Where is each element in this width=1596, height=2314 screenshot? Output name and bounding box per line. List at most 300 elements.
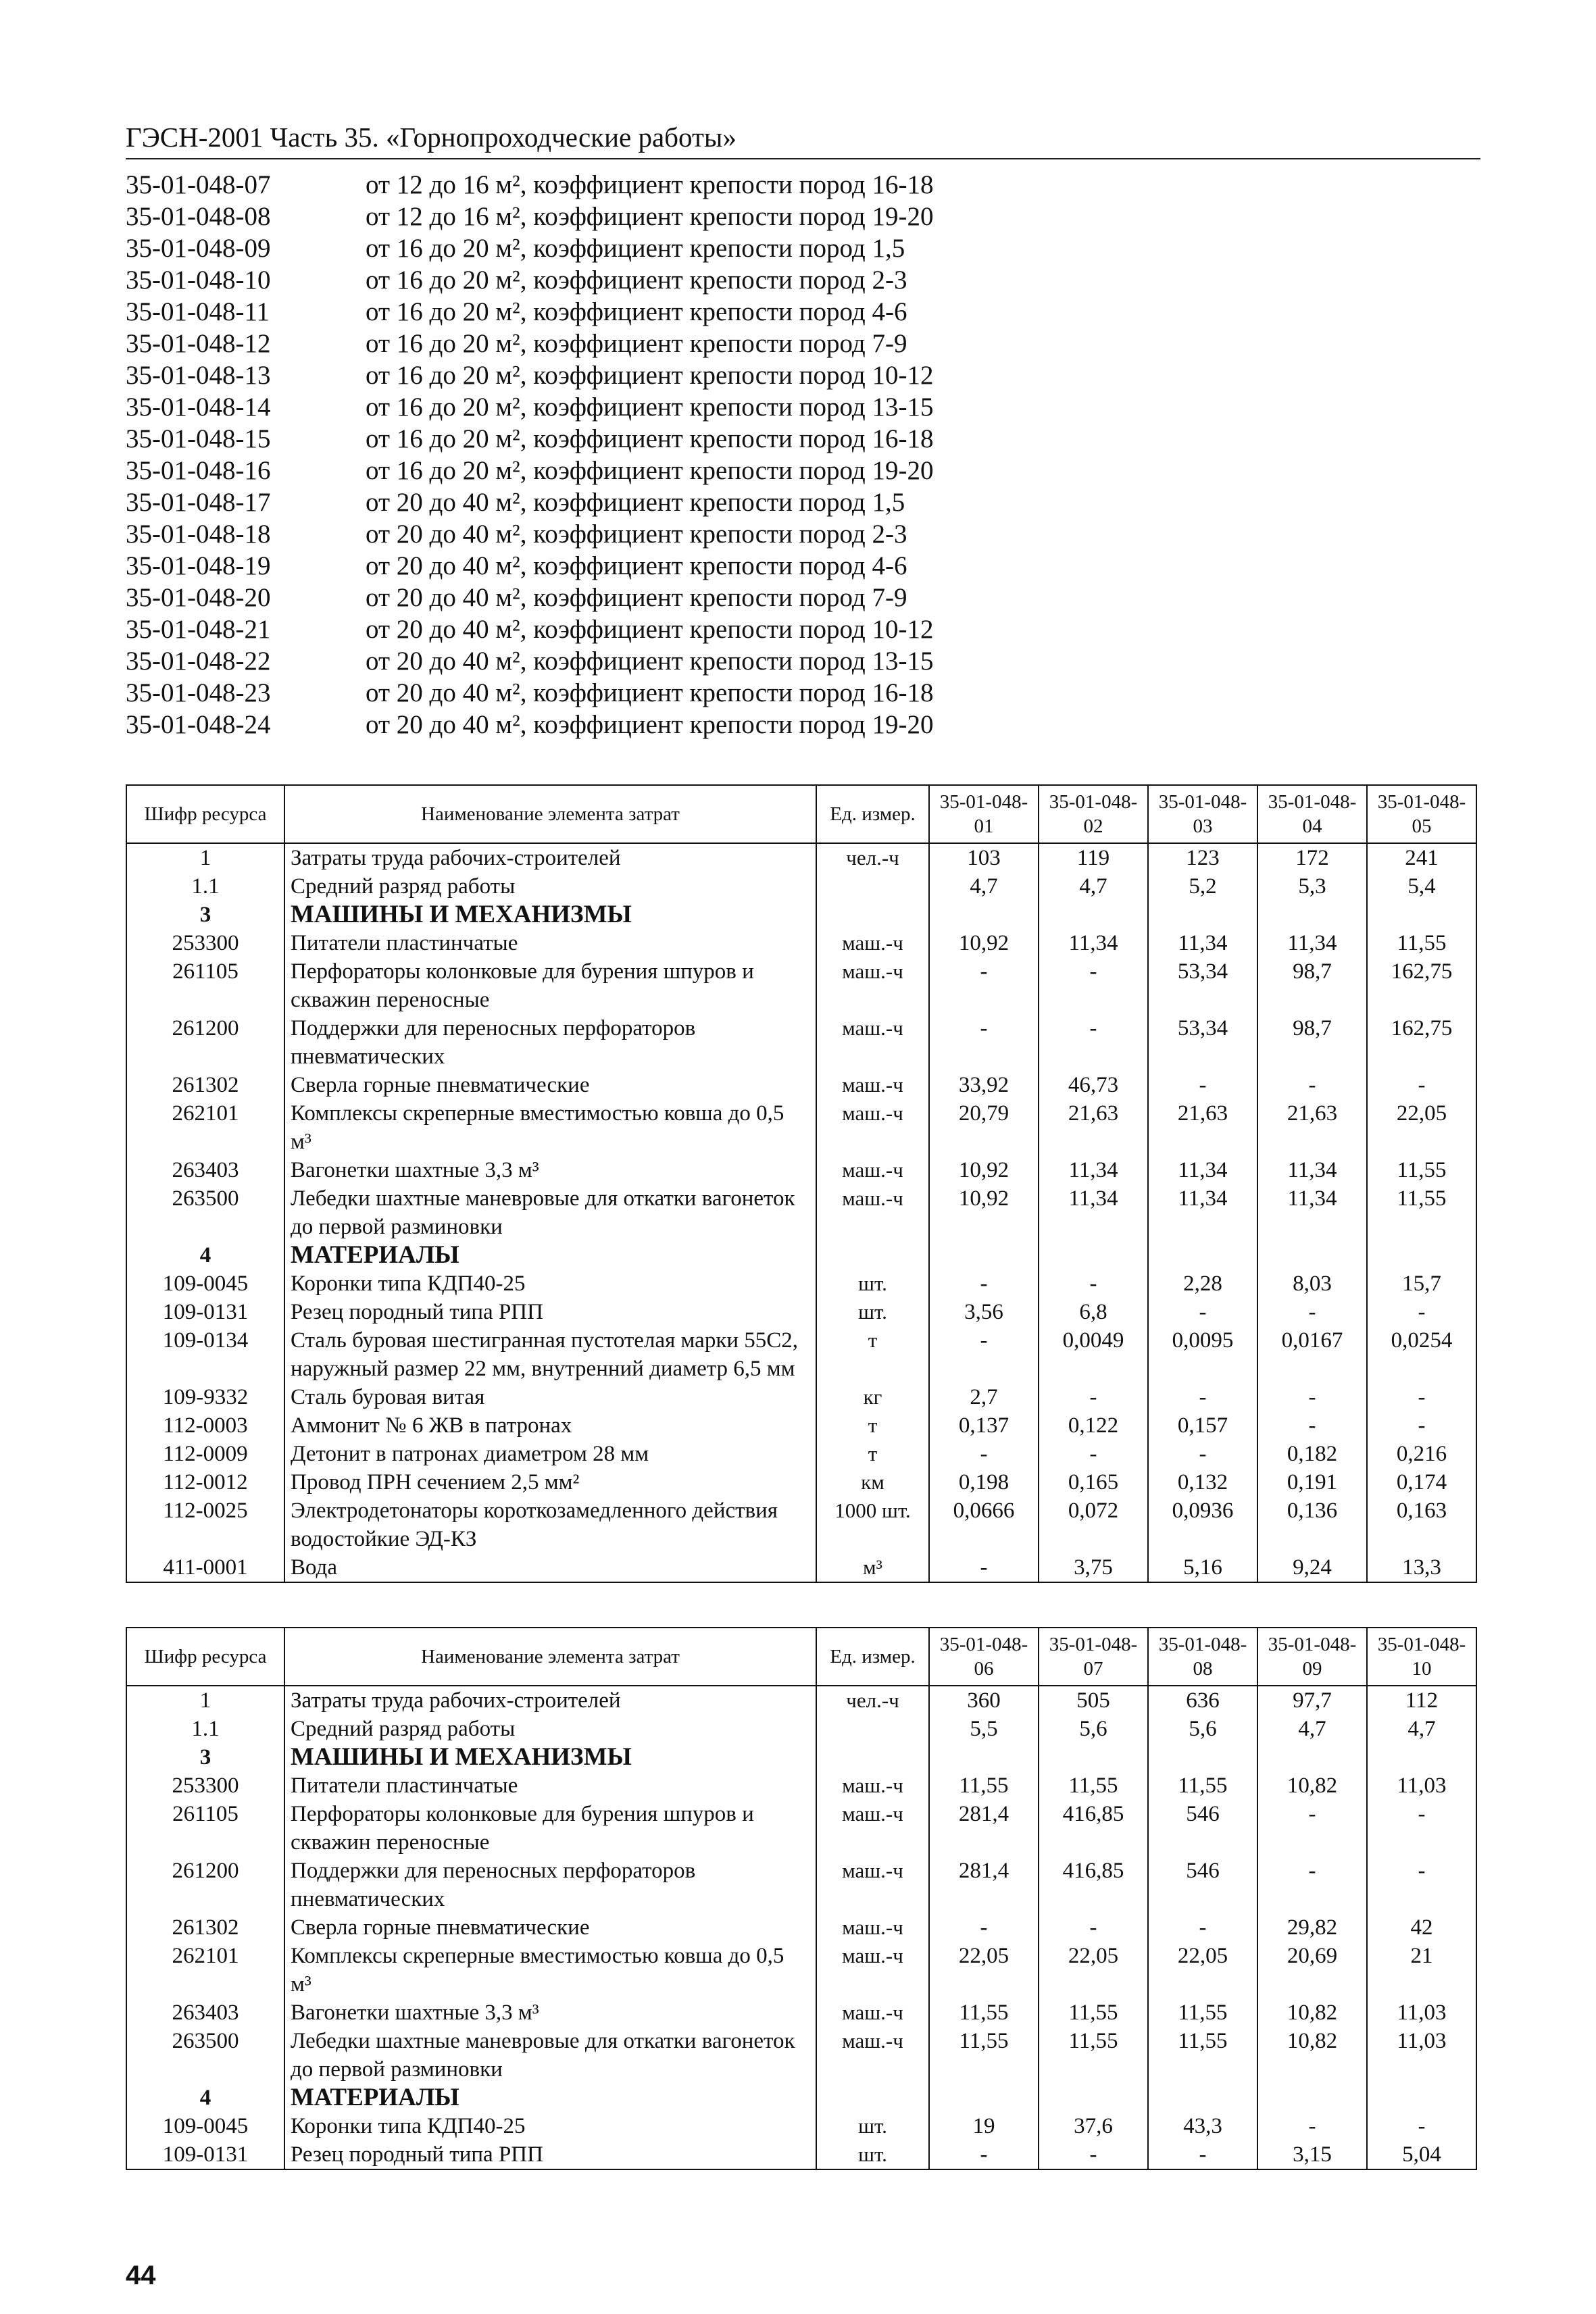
resource-value (929, 1743, 1039, 1771)
resource-unit: км (816, 1468, 929, 1496)
code-description: от 16 до 20 м², коэффициент крепости пород 19-20 (366, 456, 934, 485)
resource-name: Вода (284, 1553, 816, 1582)
resource-value: 21 (1367, 1942, 1476, 1998)
resource-unit: маш.-ч (816, 1156, 929, 1184)
resource-unit: м³ (816, 1553, 929, 1582)
table-row (126, 1913, 1476, 1942)
resource-code: 261105 (126, 1800, 284, 1857)
table-row (126, 1942, 1476, 1998)
code-description: от 20 до 40 м², коэффициент крепости пород 1,5 (366, 488, 905, 517)
resource-value: 2,28 (1148, 1269, 1257, 1298)
resource-value: 0,198 (929, 1468, 1039, 1496)
resource-value: 21,63 (1039, 1099, 1148, 1156)
resource-value: - (1367, 1298, 1476, 1326)
resource-name: Перфораторы колонковые для бурения шпуров и скважин переносные (284, 957, 816, 1014)
code-description: от 20 до 40 м², коэффициент крепости пород 7-9 (366, 583, 907, 612)
resource-value: 11,34 (1148, 1184, 1257, 1241)
resource-name: Поддержки для переносных перфораторов пневматических (284, 1014, 816, 1071)
resource-name: Детонит в патронах диаметром 28 мм (284, 1440, 816, 1468)
resource-value: 10,82 (1257, 1771, 1367, 1800)
resource-value: 11,55 (1367, 1156, 1476, 1184)
resource-value: 11,34 (1148, 1156, 1257, 1184)
code-number: 35-01-048-08 (126, 202, 271, 231)
resource-value: 2,7 (929, 1383, 1039, 1411)
resource-name: Лебедки шахтные маневровые для откатки вагонеток до первой разминовки (284, 1184, 816, 1241)
resource-unit: чел.-ч (816, 1686, 929, 1715)
resource-value: 4,7 (1039, 872, 1148, 901)
code-description: от 16 до 20 м², коэффициент крепости пород 7-9 (366, 329, 907, 358)
resource-value: 11,55 (1148, 1771, 1257, 1800)
resource-value: 416,85 (1039, 1857, 1148, 1913)
resource-value: 10,82 (1257, 1998, 1367, 2027)
resource-value: 0,072 (1039, 1496, 1148, 1553)
resource-value: 3,75 (1039, 1553, 1148, 1582)
resource-value: 119 (1039, 843, 1148, 872)
resource-value: 97,7 (1257, 1686, 1367, 1715)
table-row (126, 1071, 1476, 1099)
header-col: 35-01-048-07 (1039, 1628, 1148, 1686)
table-row (126, 1411, 1476, 1440)
section-row (126, 2084, 1476, 2112)
resource-code: 109-0134 (126, 1326, 284, 1383)
page-number: 44 (126, 2261, 156, 2290)
code-number: 35-01-048-15 (126, 424, 271, 453)
resource-value: 11,34 (1257, 929, 1367, 957)
resource-value: 103 (929, 843, 1039, 872)
resource-value: 3,56 (929, 1298, 1039, 1326)
resource-value: - (1257, 1071, 1367, 1099)
resource-name: Сверла горные пневматические (284, 1913, 816, 1942)
resource-value (1039, 901, 1148, 929)
section-row (126, 1743, 1476, 1771)
table-row (126, 1998, 1476, 2027)
resource-value: 10,92 (929, 929, 1039, 957)
resource-value: 5,4 (1367, 872, 1476, 901)
table-row (126, 1800, 1476, 1857)
table-row (126, 1496, 1476, 1553)
resource-value: 15,7 (1367, 1269, 1476, 1298)
resource-value: - (1148, 1440, 1257, 1468)
resource-value: - (929, 1014, 1039, 1071)
resource-value: 98,7 (1257, 1014, 1367, 1071)
resource-value: 21,63 (1257, 1099, 1367, 1156)
resource-name: Комплексы скреперные вместимостью ковша до 0,5 м³ (284, 1942, 816, 1998)
resource-value: 281,4 (929, 1800, 1039, 1857)
resource-unit: т (816, 1440, 929, 1468)
resource-unit: т (816, 1326, 929, 1383)
section-row (126, 901, 1476, 929)
resource-value: 10,92 (929, 1156, 1039, 1184)
resource-value: 11,55 (1039, 1998, 1148, 2027)
resource-value: 162,75 (1367, 1014, 1476, 1071)
resource-value: - (1257, 1857, 1367, 1913)
resource-value: 241 (1367, 843, 1476, 872)
resource-value: 53,34 (1148, 957, 1257, 1014)
table-row (126, 1269, 1476, 1298)
code-number: 35-01-048-07 (126, 170, 271, 199)
resource-value: 11,34 (1039, 1184, 1148, 1241)
resource-value: - (929, 1326, 1039, 1383)
resource-value: - (1039, 1383, 1148, 1411)
resource-value: 11,55 (929, 1998, 1039, 2027)
resource-code: 109-9332 (126, 1383, 284, 1411)
code-description: от 20 до 40 м², коэффициент крепости пород 2-3 (366, 520, 907, 549)
header-col: 35-01-048-03 (1148, 785, 1257, 843)
resource-value: 21,63 (1148, 1099, 1257, 1156)
resource-value: 9,24 (1257, 1553, 1367, 1582)
resource-value (1367, 1743, 1476, 1771)
code-list (126, 169, 1004, 740)
resource-value (1367, 901, 1476, 929)
resource-code: 253300 (126, 929, 284, 957)
resource-value: 0,0049 (1039, 1326, 1148, 1383)
page-header: ГЭСН-2001 Часть 35. «Горнопроходческие работы» (126, 122, 737, 153)
resource-value: - (929, 1553, 1039, 1582)
code-number: 35-01-048-20 (126, 583, 271, 612)
resource-unit: шт. (816, 2140, 929, 2169)
table-row (126, 1184, 1476, 1241)
code-line (126, 359, 1004, 391)
header-col: 35-01-048-04 (1257, 785, 1367, 843)
code-line (126, 518, 1004, 550)
resource-code: 263403 (126, 1156, 284, 1184)
resource-name: Средний разряд работы (284, 1715, 816, 1743)
resource-code: 109-0045 (126, 2112, 284, 2140)
resource-value: 20,79 (929, 1099, 1039, 1156)
code-number: 35-01-048-24 (126, 710, 271, 739)
resource-value: - (1367, 1383, 1476, 1411)
resource-name: Затраты труда рабочих-строителей (284, 843, 816, 872)
resource-value: 123 (1148, 843, 1257, 872)
resource-value: 636 (1148, 1686, 1257, 1715)
resource-value: 22,05 (1039, 1942, 1148, 1998)
code-line (126, 201, 1004, 232)
table-row (126, 1156, 1476, 1184)
table-row (126, 1326, 1476, 1383)
resource-value: 0,0936 (1148, 1496, 1257, 1553)
code-line (126, 677, 1004, 709)
resource-value: 29,82 (1257, 1913, 1367, 1942)
code-description: от 12 до 16 м², коэффициент крепости пород 19-20 (366, 202, 934, 231)
resource-unit: маш.-ч (816, 2027, 929, 2084)
resource-value: - (1148, 1071, 1257, 1099)
resource-value: 281,4 (929, 1857, 1039, 1913)
resource-value (1257, 1241, 1367, 1269)
resource-value: - (1367, 1857, 1476, 1913)
resource-code: 263500 (126, 2027, 284, 2084)
resource-code: 109-0045 (126, 1269, 284, 1298)
resource-value: - (1367, 1411, 1476, 1440)
resource-code: 253300 (126, 1771, 284, 1800)
resource-name: Средний разряд работы (284, 872, 816, 901)
resource-code: 1.1 (126, 872, 284, 901)
code-description: от 16 до 20 м², коэффициент крепости пород 1,5 (366, 234, 905, 263)
code-number: 35-01-048-23 (126, 678, 271, 707)
resource-unit: шт. (816, 1298, 929, 1326)
resource-value: - (1257, 1298, 1367, 1326)
resource-code: 112-0009 (126, 1440, 284, 1468)
resource-code: 1 (126, 843, 284, 872)
code-number: 35-01-048-16 (126, 456, 271, 485)
resource-value: 11,03 (1367, 1998, 1476, 2027)
table-row (126, 1715, 1476, 1743)
resource-unit: шт. (816, 1269, 929, 1298)
resource-value: 5,5 (929, 1715, 1039, 1743)
code-description: от 20 до 40 м², коэффициент крепости пород 10-12 (366, 615, 934, 644)
resource-unit: маш.-ч (816, 1071, 929, 1099)
code-number: 35-01-048-09 (126, 234, 271, 263)
resource-value: 22,05 (929, 1942, 1039, 1998)
resource-unit: маш.-ч (816, 929, 929, 957)
resource-value: 0,216 (1367, 1440, 1476, 1468)
header-col: 35-01-048-05 (1367, 785, 1476, 843)
code-line (126, 328, 1004, 359)
resource-code: 261200 (126, 1014, 284, 1071)
resource-value: 43,3 (1148, 2112, 1257, 2140)
code-line (126, 296, 1004, 328)
resource-value: 11,55 (929, 1771, 1039, 1800)
resource-value: - (1257, 1800, 1367, 1857)
table-row (126, 1857, 1476, 1913)
resource-value: 4,7 (929, 872, 1039, 901)
resource-value: 0,0095 (1148, 1326, 1257, 1383)
resource-code: 263403 (126, 1998, 284, 2027)
resource-value: 0,0254 (1367, 1326, 1476, 1383)
resource-unit: маш.-ч (816, 1014, 929, 1071)
header-unit: Ед. измер. (816, 785, 929, 843)
header-col: 35-01-048-02 (1039, 785, 1148, 843)
resource-value: 11,55 (1039, 1771, 1148, 1800)
resource-value: 10,82 (1257, 2027, 1367, 2084)
resource-value: 0,122 (1039, 1411, 1148, 1440)
resource-value: - (1148, 2140, 1257, 2169)
table-row (126, 2027, 1476, 2084)
resource-value: 11,55 (1367, 1184, 1476, 1241)
resource-value: 11,55 (1148, 2027, 1257, 2084)
resource-value (1257, 901, 1367, 929)
resource-value: 11,34 (1257, 1156, 1367, 1184)
code-description: от 20 до 40 м², коэффициент крепости пород 19-20 (366, 710, 934, 739)
resource-value: 360 (929, 1686, 1039, 1715)
table-row (126, 1686, 1476, 1715)
code-number: 35-01-048-22 (126, 647, 271, 676)
resource-code: 112-0025 (126, 1496, 284, 1553)
table-row (126, 929, 1476, 957)
code-line (126, 645, 1004, 677)
resource-unit (816, 901, 929, 929)
resource-value: 6,8 (1039, 1298, 1148, 1326)
code-number: 35-01-048-12 (126, 329, 271, 358)
resource-value: 11,55 (1148, 1998, 1257, 2027)
resource-value (1039, 1241, 1148, 1269)
resource-value: 505 (1039, 1686, 1148, 1715)
header-col: 35-01-048-09 (1257, 1628, 1367, 1686)
resource-code: 112-0003 (126, 1411, 284, 1440)
resource-unit: маш.-ч (816, 1857, 929, 1913)
resource-value: - (1367, 2112, 1476, 2140)
resource-name: Коронки типа КДП40-25 (284, 1269, 816, 1298)
resource-value (1148, 901, 1257, 929)
code-number: 35-01-048-13 (126, 361, 271, 390)
header-unit: Ед. измер. (816, 1628, 929, 1686)
resource-value: - (929, 1440, 1039, 1468)
resource-name: Провод ПРН сечением 2,5 мм² (284, 1468, 816, 1496)
table-header-row (126, 1628, 1476, 1686)
resource-value: 546 (1148, 1800, 1257, 1857)
resource-value: 0,163 (1367, 1496, 1476, 1553)
code-description: от 16 до 20 м², коэффициент крепости пород 13-15 (366, 393, 934, 422)
resource-code: 3 (126, 901, 284, 929)
resource-name: Питатели пластинчатые (284, 929, 816, 957)
resource-value: 5,3 (1257, 872, 1367, 901)
header-col: 35-01-048-01 (929, 785, 1039, 843)
resource-unit (816, 2084, 929, 2112)
resource-value: 0,0167 (1257, 1326, 1367, 1383)
header-name: Наименование элемента затрат (284, 1628, 816, 1686)
resource-code: 261302 (126, 1071, 284, 1099)
resource-value: 3,15 (1257, 2140, 1367, 2169)
code-line (126, 423, 1004, 455)
resource-name: Перфораторы колонковые для бурения шпуров и скважин переносные (284, 1800, 816, 1857)
header-col: 35-01-048-06 (929, 1628, 1039, 1686)
table-row (126, 1553, 1476, 1582)
resource-value: - (1367, 1071, 1476, 1099)
resource-table-1 (126, 784, 1477, 1583)
resource-value (1148, 1743, 1257, 1771)
code-line (126, 486, 1004, 518)
resource-value: - (1039, 1440, 1148, 1468)
table-row (126, 1099, 1476, 1156)
resource-value: 0,191 (1257, 1468, 1367, 1496)
code-number: 35-01-048-18 (126, 520, 271, 549)
resource-value: 0,182 (1257, 1440, 1367, 1468)
code-line (126, 709, 1004, 740)
resource-value: 11,34 (1039, 1156, 1148, 1184)
table-row (126, 1440, 1476, 1468)
code-description: от 20 до 40 м², коэффициент крепости пород 4-6 (366, 551, 907, 580)
resource-code: 112-0012 (126, 1468, 284, 1496)
resource-value: 5,16 (1148, 1553, 1257, 1582)
resource-value: 11,03 (1367, 2027, 1476, 2084)
table-row (126, 1468, 1476, 1496)
resource-name: МАТЕРИАЛЫ (284, 2084, 816, 2112)
resource-name: Электродетонаторы короткозамедленного действия водостойкие ЭД-КЗ (284, 1496, 816, 1553)
resource-value: 5,6 (1039, 1715, 1148, 1743)
resource-value (1367, 1241, 1476, 1269)
resource-value: - (1367, 1800, 1476, 1857)
code-line (126, 550, 1004, 582)
resource-value (1257, 2084, 1367, 2112)
table-row (126, 1383, 1476, 1411)
table-row (126, 1771, 1476, 1800)
resource-value: 19 (929, 2112, 1039, 2140)
resource-name: Сталь буровая шестигранная пустотелая марки 55С2, наружный размер 22 мм, внутренний диаметр 6,5 мм (284, 1326, 816, 1383)
resource-value (1039, 2084, 1148, 2112)
resource-unit: маш.-ч (816, 1771, 929, 1800)
resource-value (929, 2084, 1039, 2112)
code-description: от 16 до 20 м², коэффициент крепости пород 10-12 (366, 361, 934, 390)
resource-value: - (1257, 2112, 1367, 2140)
resource-value: 8,03 (1257, 1269, 1367, 1298)
resource-unit: маш.-ч (816, 1184, 929, 1241)
resource-name: Коронки типа КДП40-25 (284, 2112, 816, 2140)
resource-name: Затраты труда рабочих-строителей (284, 1686, 816, 1715)
table-row (126, 2140, 1476, 2169)
code-description: от 20 до 40 м², коэффициент крепости пород 16-18 (366, 678, 934, 707)
resource-value (1257, 1743, 1367, 1771)
resource-value: - (1257, 1383, 1367, 1411)
resource-value: 112 (1367, 1686, 1476, 1715)
code-description: от 16 до 20 м², коэффициент крепости пород 2-3 (366, 266, 907, 295)
resource-code: 4 (126, 1241, 284, 1269)
code-line (126, 391, 1004, 423)
resource-value: 22,05 (1148, 1942, 1257, 1998)
resource-value: - (929, 2140, 1039, 2169)
resource-unit: маш.-ч (816, 1099, 929, 1156)
resource-value: 11,03 (1367, 1771, 1476, 1800)
resource-value: - (1148, 1298, 1257, 1326)
resource-value (1148, 2084, 1257, 2112)
code-line (126, 582, 1004, 613)
resource-code: 261302 (126, 1913, 284, 1942)
table-row (126, 1014, 1476, 1071)
resource-name: Поддержки для переносных перфораторов пневматических (284, 1857, 816, 1913)
code-description: от 12 до 16 м², коэффициент крепости пород 16-18 (366, 170, 934, 199)
code-description: от 16 до 20 м², коэффициент крепости пород 16-18 (366, 424, 934, 453)
code-number: 35-01-048-11 (126, 297, 270, 326)
resource-code: 262101 (126, 1942, 284, 1998)
resource-value: 0,157 (1148, 1411, 1257, 1440)
resource-value: 98,7 (1257, 957, 1367, 1014)
resource-unit: чел.-ч (816, 843, 929, 872)
resource-value: 11,34 (1257, 1184, 1367, 1241)
resource-unit: т (816, 1411, 929, 1440)
resource-code: 1 (126, 1686, 284, 1715)
table-header-row (126, 785, 1476, 843)
header-code: Шифр ресурса (126, 785, 284, 843)
resource-name: Резец породный типа РПП (284, 2140, 816, 2169)
resource-unit (816, 1715, 929, 1743)
table-row (126, 843, 1476, 872)
resource-value: 11,55 (929, 2027, 1039, 2084)
resource-name: Вагонетки шахтные 3,3 м³ (284, 1156, 816, 1184)
resource-value: 11,34 (1039, 929, 1148, 957)
header-col: 35-01-048-08 (1148, 1628, 1257, 1686)
header-rule (126, 158, 1480, 159)
resource-unit: маш.-ч (816, 1913, 929, 1942)
code-line (126, 169, 1004, 201)
table-row (126, 872, 1476, 901)
resource-name: Вагонетки шахтные 3,3 м³ (284, 1998, 816, 2027)
resource-value (1148, 1241, 1257, 1269)
resource-value: 0,0666 (929, 1496, 1039, 1553)
resource-code: 109-0131 (126, 1298, 284, 1326)
resource-value: 5,04 (1367, 2140, 1476, 2169)
resource-value: 46,73 (1039, 1071, 1148, 1099)
resource-code: 1.1 (126, 1715, 284, 1743)
resource-value: 162,75 (1367, 957, 1476, 1014)
resource-unit (816, 872, 929, 901)
code-number: 35-01-048-17 (126, 488, 271, 517)
header-col: 35-01-048-10 (1367, 1628, 1476, 1686)
code-description: от 20 до 40 м², коэффициент крепости пород 13-15 (366, 647, 934, 676)
resource-value: 11,55 (1039, 2027, 1148, 2084)
code-number: 35-01-048-21 (126, 615, 271, 644)
code-line (126, 264, 1004, 296)
resource-value: 0,132 (1148, 1468, 1257, 1496)
resource-name: Комплексы скреперные вместимостью ковша до 0,5 м³ (284, 1099, 816, 1156)
resource-value: 0,165 (1039, 1468, 1148, 1496)
